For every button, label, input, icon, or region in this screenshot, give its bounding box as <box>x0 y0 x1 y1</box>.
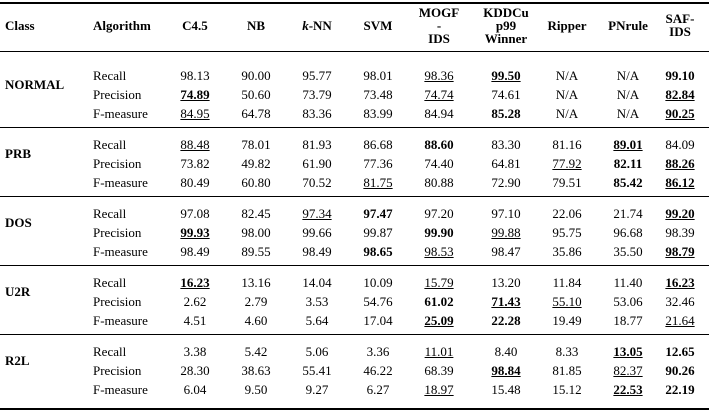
group-separator <box>0 265 709 266</box>
table-cell: 86.68 <box>363 137 393 152</box>
table-cell: 99.88 <box>491 225 521 240</box>
table-row <box>0 380 709 399</box>
table-cell: 74.61 <box>491 87 521 102</box>
table-cell: 55.10 <box>552 294 582 309</box>
metric-label: Precision <box>93 225 142 240</box>
header-kdd-line1: KDDCu <box>483 4 529 20</box>
table-cell: 2.79 <box>244 294 268 309</box>
table-cell: N/A <box>616 106 640 121</box>
table-cell: 74.74 <box>424 87 454 102</box>
table-cell: 61.90 <box>302 156 332 171</box>
table-cell: 70.52 <box>302 175 332 190</box>
metric-label: Precision <box>93 363 142 378</box>
header-kddcup99-winner <box>473 4 539 46</box>
table-cell: 8.33 <box>555 344 579 359</box>
header-knn-k: k <box>302 17 309 33</box>
table-cell: 54.76 <box>363 294 393 309</box>
table-cell: 99.93 <box>180 225 210 240</box>
table-cell: 3.36 <box>366 344 390 359</box>
table-cell: 64.81 <box>491 156 521 171</box>
table-cell: 35.50 <box>613 244 643 259</box>
table-cell: 72.90 <box>491 175 521 190</box>
table-cell: 2.62 <box>183 294 207 309</box>
table-cell: 13.20 <box>491 275 521 290</box>
table-cell: 4.60 <box>244 313 268 328</box>
table-cell: 99.90 <box>424 225 454 240</box>
table-cell: 89.55 <box>241 244 271 259</box>
table-bottom-rule <box>0 408 709 410</box>
table-cell: 3.53 <box>305 294 329 309</box>
header-pnrule: PNrule <box>608 17 648 33</box>
table-row <box>0 154 709 173</box>
metric-label: F-measure <box>93 244 148 259</box>
table-cell: N/A <box>555 68 579 83</box>
table-cell: 11.84 <box>552 275 582 290</box>
metric-label: Recall <box>93 137 127 152</box>
table-cell: 9.50 <box>244 382 268 397</box>
table-row <box>0 361 709 380</box>
table-cell: 99.10 <box>665 68 695 83</box>
table-cell: 97.20 <box>424 206 454 221</box>
group-separator <box>0 127 709 128</box>
table-cell: 98.13 <box>180 68 210 83</box>
table-cell: 68.39 <box>424 363 454 378</box>
header-rule <box>0 51 709 52</box>
table-cell: 98.84 <box>491 363 521 378</box>
table-cell: 83.99 <box>363 106 393 121</box>
table-cell: 61.02 <box>424 294 454 309</box>
header-c45: C4.5 <box>182 17 208 33</box>
table-cell: 98.36 <box>424 68 454 83</box>
group-separator <box>0 334 709 335</box>
table-cell: 53.06 <box>613 294 643 309</box>
table-cell: 83.36 <box>302 106 332 121</box>
header-kdd-line3: Winner <box>484 30 528 46</box>
table-cell: 60.80 <box>241 175 271 190</box>
header-nb: NB <box>246 17 266 33</box>
table-cell: 14.04 <box>302 275 332 290</box>
header-class: Class <box>5 17 35 33</box>
table-cell: 46.22 <box>363 363 393 378</box>
table-cell: 79.51 <box>552 175 582 190</box>
table-cell: 97.34 <box>302 206 332 221</box>
table-row <box>0 242 709 261</box>
table-cell: 82.84 <box>665 87 695 102</box>
table-cell: 6.27 <box>366 382 390 397</box>
table-row <box>0 223 709 242</box>
table-cell: 64.78 <box>241 106 271 121</box>
table-cell: 71.43 <box>491 294 521 309</box>
table-cell: 81.85 <box>552 363 582 378</box>
table-row <box>0 204 709 223</box>
table-cell: 15.48 <box>491 382 521 397</box>
table-cell: 16.23 <box>665 275 695 290</box>
table-cell: 97.10 <box>491 206 521 221</box>
table-cell: 97.08 <box>180 206 210 221</box>
table-cell: 81.16 <box>552 137 582 152</box>
table-cell: 11.01 <box>424 344 454 359</box>
table-cell: 74.89 <box>180 87 210 102</box>
header-mogf-line3: IDS <box>428 30 450 46</box>
metric-label: F-measure <box>93 175 148 190</box>
table-row <box>0 104 709 123</box>
table-cell: 73.79 <box>302 87 332 102</box>
table-cell: 84.95 <box>180 106 210 121</box>
table-cell: 78.01 <box>241 137 271 152</box>
header-knn <box>287 4 347 46</box>
table-cell: 17.04 <box>363 313 393 328</box>
header-algorithm: Algorithm <box>93 17 151 33</box>
table-cell: 99.50 <box>491 68 521 83</box>
table-cell: 6.04 <box>183 382 207 397</box>
table-row <box>0 135 709 154</box>
table-cell: 73.48 <box>363 87 393 102</box>
table-cell: N/A <box>555 87 579 102</box>
table-cell: 99.87 <box>363 225 393 240</box>
table-cell: 85.42 <box>613 175 643 190</box>
table-cell: 18.97 <box>424 382 454 397</box>
table-cell: 21.64 <box>665 313 695 328</box>
class-label: DOS <box>5 215 32 230</box>
table-cell: 16.23 <box>180 275 210 290</box>
table-cell: 5.42 <box>244 344 268 359</box>
table-cell: 99.66 <box>302 225 332 240</box>
table-cell: 81.75 <box>363 175 393 190</box>
table-cell: 22.53 <box>613 382 643 397</box>
table-cell: 11.40 <box>613 275 643 290</box>
metric-label: F-measure <box>93 106 148 121</box>
table-cell: 89.01 <box>613 137 643 152</box>
table-cell: 81.93 <box>302 137 332 152</box>
table-cell: 22.28 <box>491 313 521 328</box>
table-cell: 4.51 <box>183 313 207 328</box>
table-cell: 49.82 <box>241 156 271 171</box>
table-cell: 77.92 <box>552 156 582 171</box>
class-label: U2R <box>5 284 31 299</box>
table-cell: 3.38 <box>183 344 207 359</box>
table-cell: 9.27 <box>305 382 329 397</box>
table-cell: 84.94 <box>424 106 454 121</box>
table-cell: N/A <box>616 87 640 102</box>
table-row <box>0 292 709 311</box>
table-cell: 98.47 <box>491 244 521 259</box>
table-cell: 18.77 <box>613 313 643 328</box>
table-cell: 82.45 <box>241 206 271 221</box>
header-mogf-line1: MOGF <box>418 4 460 20</box>
table-cell: 95.75 <box>552 225 582 240</box>
metric-label: Recall <box>93 344 127 359</box>
table-cell: 95.77 <box>302 68 332 83</box>
table-cell: 80.88 <box>424 175 454 190</box>
table-cell: 98.79 <box>665 244 695 259</box>
table-cell: 84.09 <box>665 137 695 152</box>
header-mogf-ids <box>409 4 469 46</box>
metric-label: Recall <box>93 206 127 221</box>
table-cell: 97.47 <box>363 206 393 221</box>
table-cell: 35.86 <box>552 244 582 259</box>
header-saf-line1: SAF- <box>665 11 695 26</box>
table-cell: 8.40 <box>494 344 518 359</box>
table-cell: 88.48 <box>180 137 210 152</box>
table-cell: 15.79 <box>424 275 454 290</box>
table-cell: 98.00 <box>241 225 271 240</box>
table-cell: 96.68 <box>613 225 643 240</box>
table-cell: 80.49 <box>180 175 210 190</box>
table-cell: 15.12 <box>552 382 582 397</box>
table-cell: 50.60 <box>241 87 271 102</box>
table-cell: 86.12 <box>665 175 695 190</box>
table-cell: 77.36 <box>363 156 393 171</box>
class-label: NORMAL <box>5 77 65 92</box>
table-cell: 98.49 <box>180 244 210 259</box>
table-row <box>0 85 709 104</box>
metric-label: F-measure <box>93 382 148 397</box>
table-cell: 98.39 <box>665 225 695 240</box>
header-ripper: Ripper <box>547 17 587 33</box>
table-cell: 90.25 <box>665 106 695 121</box>
metric-label: F-measure <box>93 313 148 328</box>
class-label: R2L <box>5 353 30 368</box>
table-cell: 22.06 <box>552 206 582 221</box>
header-kdd-line2: p99 <box>495 17 517 33</box>
table-cell: 98.49 <box>302 244 332 259</box>
metric-label: Recall <box>93 275 127 290</box>
table-cell: 90.26 <box>665 363 695 378</box>
table-row <box>0 173 709 192</box>
table-cell: 82.37 <box>613 363 643 378</box>
header-svm: SVM <box>363 17 393 33</box>
table-cell: 99.20 <box>665 206 695 221</box>
table-cell: 55.41 <box>302 363 332 378</box>
header-mogf-line2: - <box>436 17 442 33</box>
table-cell: 25.09 <box>424 313 454 328</box>
table-cell: 82.11 <box>613 156 643 171</box>
table-cell: 13.16 <box>241 275 271 290</box>
table-cell: 10.09 <box>363 275 393 290</box>
table-cell: 22.19 <box>665 382 695 397</box>
group-separator <box>0 196 709 197</box>
metric-label: Precision <box>93 156 142 171</box>
table-cell: N/A <box>555 106 579 121</box>
table-cell: 38.63 <box>241 363 271 378</box>
table-cell: 74.40 <box>424 156 454 171</box>
table-cell: 19.49 <box>552 313 582 328</box>
table-cell: 90.00 <box>241 68 271 83</box>
metric-label: Precision <box>93 87 142 102</box>
table-cell: 98.01 <box>363 68 393 83</box>
table-cell: 21.74 <box>613 206 643 221</box>
header-knn-rest: -NN <box>308 17 332 33</box>
table-cell: 83.30 <box>491 137 521 152</box>
metric-label: Precision <box>93 294 142 309</box>
header-saf-line2: IDS <box>669 24 691 39</box>
table-cell: 5.06 <box>305 344 329 359</box>
table-cell: 98.65 <box>363 244 393 259</box>
table-cell: 88.26 <box>665 156 695 171</box>
header-saf-ids <box>650 4 709 46</box>
table-cell: 32.46 <box>665 294 695 309</box>
table-cell: 73.82 <box>180 156 210 171</box>
table-cell: 28.30 <box>180 363 210 378</box>
table-cell: 88.60 <box>424 137 454 152</box>
table-row <box>0 342 709 361</box>
table-cell: 12.65 <box>665 344 695 359</box>
table-cell: 13.05 <box>613 344 643 359</box>
table-row <box>0 311 709 330</box>
table-row <box>0 66 709 85</box>
metric-label: Recall <box>93 68 127 83</box>
class-label: PRB <box>5 146 31 161</box>
table-cell: 98.53 <box>424 244 454 259</box>
table-cell: N/A <box>616 68 640 83</box>
table-row <box>0 273 709 292</box>
table-cell: 5.64 <box>305 313 329 328</box>
table-cell: 85.28 <box>491 106 521 121</box>
